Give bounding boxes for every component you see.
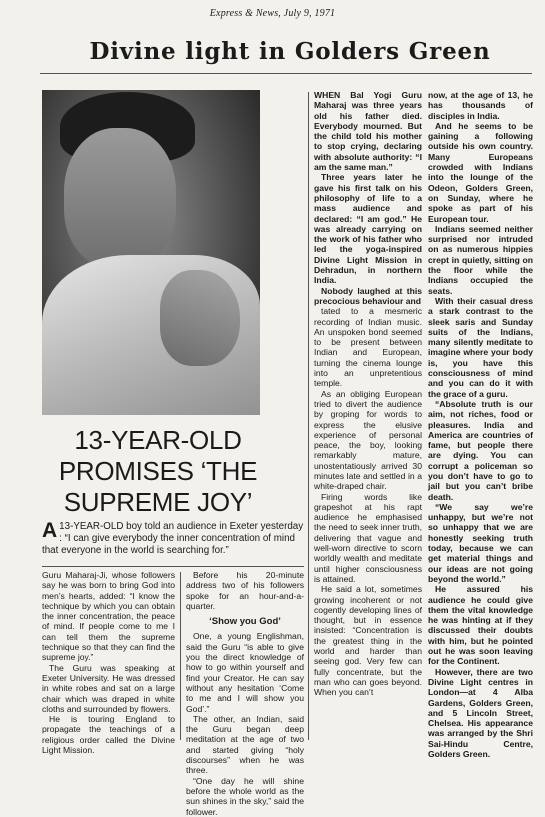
paragraph: Nobody laughed at this precocious behaviour and [314, 285, 422, 306]
paragraph: “One day he will shine before the whole world as the sun shines in the sky,” said the follower. [186, 775, 304, 817]
section-rule [308, 92, 309, 740]
paragraph: One, a young Englishman, said the Guru “is able to give you the direct knowledge of how to go within yourself and find your Creator. He can say without any hesitation ‘Come to me and I will show you God’.” [186, 631, 304, 714]
paragraph: The Guru was speaking at Exeter University. He was dressed in white robes and sat on a large chair which was draped in white cloths and surrounded by flowers. [42, 662, 175, 714]
main-column-right [186, 570, 304, 817]
paragraph: Three years later he gave his first talk on his philosophy of life to a mass audience and declared: “I am god.” He was already carrying on the work of his father who led the yoga-inspired Divine Light Mission in Dehradun, in northern India. [314, 172, 422, 286]
photo-raised-hand [160, 270, 240, 366]
subhead: ‘Show you God’ [209, 616, 281, 628]
page-headline: Divine light in Golders Green [89, 38, 491, 65]
paragraph: He said a lot, sometimes growing incoherent or not cogently developing lines of thought, but in essence insisted: “Concentration is the greatest thing in the world and harder than seeing god. Very few can fully concentrate, but the man who can goes beyond. When you can’t [314, 584, 422, 698]
paragraph: As an obliging European tried to divert the audience by groping for words to express the elusive experience of personal peace, the boy, looking remarkably mature, unostentatiously arrived 30 minutes late and settled in a white-draped chair. [314, 388, 422, 492]
paragraph: He assured his audience he could give them the vital knowledge he was hinting at if they discussed their doubts with him, but he pointed out he was soon leaving for the Continent. [428, 584, 533, 667]
article-lede [42, 521, 304, 557]
side-column-a [314, 90, 422, 698]
paragraph: The other, an Indian, said the Guru began deep meditation at the age of two and started giving “holy discourses” when he was three. [186, 713, 304, 776]
paragraph: Guru Maharaj-Ji, whose followers say he was born to bring God into men’s hearts, added: “I know the technique by which you can obtain the inner concentration, the peace of mind. If people come to me I can tell them the supreme technique so that they can find the supreme joy.” [42, 570, 175, 663]
headline-rule [40, 73, 532, 74]
article-headline-line: 13-YEAR-OLD [74, 425, 242, 455]
paragraph: However, there are two Divine Light centres in London—at 4 Alba Gardens, Golders Green, and 5 Lincoln Street, Chelsea. His appearance was arranged by the Shri Sai-Hindu Centre, Golders Green. [428, 666, 533, 759]
paragraph: Indians seemed neither surprised nor intruded on as numerous hippies crept in quietly, sitting on the floor while the Indians occupied the seats. [428, 223, 533, 296]
article-headline-line: PROMISES ‘THE [58, 456, 258, 486]
paragraph: Before his 20-minute address two of his followers spoke for an hour-and-a-quarter. [186, 570, 304, 611]
article-headline-line: SUPREME JOY’ [63, 487, 253, 517]
photo-face [64, 128, 176, 268]
paragraph: And he seems to be gaining a following outside his own country. Many Europeans crowded with Indians into the lounge of the Odeon, Golders Green, on Sunday, where he spoke as part of his European tour. [428, 120, 533, 224]
paragraph: Firing words like grapeshot at his rapt audience he emphasised the need to seek inner truth, delivering that vague and well-worn directive to scorn worldly wealth and meditate until higher consciousness is attained. [314, 491, 422, 584]
side-column-b [428, 90, 533, 759]
paragraph: “Absolute truth is our aim, not riches, food or pleasures. India and America are countries of fame, but people there are dying. You can corrupt a policeman so you don’t have to go to jail but you can’t bribe death. [428, 398, 533, 502]
lede-rule [42, 566, 304, 567]
lede-text: 13-YEAR-OLD boy told an audience in Exeter yesterday : “I can give everybody the inner concentration of mind that everyone in the world is searching for.” [42, 521, 304, 556]
paragraph: “We say we’re unhappy, but we’re not so unhappy that we are honestly seeking truth today, because we can get material things and our ideas are not going beyond the world.” [428, 501, 533, 584]
paragraph: He is touring England to propagate the teachings of a religious order called the Divine Light Mission. [42, 714, 175, 756]
paragraph: now, at the age of 13, he has thousands of disciples in India. [428, 90, 533, 121]
dateline: Express & News, July 9, 1971 [209, 8, 336, 19]
guru-photo [42, 90, 260, 415]
lede-drop-cap: A [42, 519, 58, 542]
paragraph: With their casual dress a stark contrast to the sleek saris and Sunday suits of the Indians, many silently meditate to imagine where your body is, you have this consciousness of mind and you can do it with the grace of a guru. [428, 295, 533, 399]
main-column-left [42, 570, 175, 755]
article-headline [42, 425, 274, 518]
column-rule [180, 572, 181, 740]
paragraph: tated to a mesmeric recording of Indian music. An unspoken bond seemed to be present between Indian and European, turning the cinema lounge into an unpretentious temple. [314, 306, 422, 389]
paragraph: WHEN Bal Yogi Guru Maharaj was three years old his father died. Everybody mourned. But the child told his mother to stop crying, declaring with absolute authority: “I am the same man.” [314, 90, 422, 173]
